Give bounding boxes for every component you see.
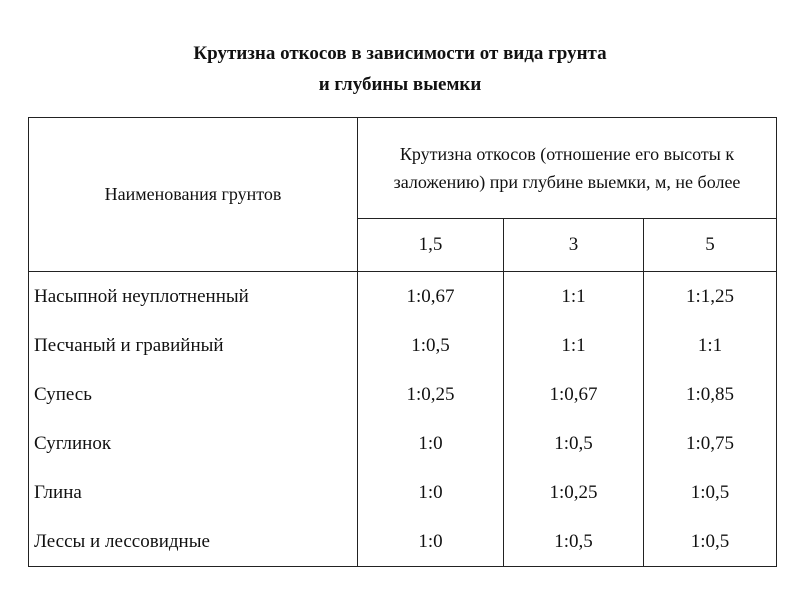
- title-line-2: и глубины выемки: [318, 74, 482, 95]
- slope-value-cell: 1:1: [504, 321, 644, 370]
- slope-value-cell: 1:0: [358, 517, 504, 567]
- document-title: [0, 38, 800, 100]
- slope-value-cell: 1:1: [644, 321, 777, 370]
- depth-header-2: 3: [504, 219, 644, 272]
- slope-group-header: Крутизна откосов (отношение его высоты к заложению) при глубине выемки, м, не более: [358, 118, 777, 219]
- slope-value-cell: 1:0,75: [644, 419, 777, 468]
- table-row: [29, 321, 777, 370]
- slope-value-cell: 1:0,67: [504, 370, 644, 419]
- slope-value-cell: 1:0: [358, 419, 504, 468]
- slope-value-cell: 1:0,5: [504, 419, 644, 468]
- slope-value-cell: 1:1,25: [644, 272, 777, 322]
- slope-value-cell: 1:0,5: [644, 517, 777, 567]
- table-row: [29, 272, 777, 322]
- soil-name-cell: Глина: [29, 468, 358, 517]
- slope-value-cell: 1:1: [504, 272, 644, 322]
- slope-table: [28, 117, 777, 567]
- table-row: [29, 468, 777, 517]
- depth-header-3: 5: [644, 219, 777, 272]
- soil-name-cell: Суглинок: [29, 419, 358, 468]
- slope-value-cell: 1:0,25: [358, 370, 504, 419]
- slope-value-cell: 1:0: [358, 468, 504, 517]
- soil-name-cell: Лессы и лессовидные: [29, 517, 358, 567]
- slope-value-cell: 1:0,85: [644, 370, 777, 419]
- table-row: [29, 517, 777, 567]
- soil-name-cell: Супесь: [29, 370, 358, 419]
- slope-value-cell: 1:0,25: [504, 468, 644, 517]
- soil-name-cell: Насыпной неуплотненный: [29, 272, 358, 322]
- soil-name-cell: Песчаный и гравийный: [29, 321, 358, 370]
- slope-value-cell: 1:0,5: [504, 517, 644, 567]
- title-line-1: Крутизна откосов в зависимости от вида грунта: [193, 43, 607, 64]
- slope-value-cell: 1:0,5: [644, 468, 777, 517]
- slope-value-cell: 1:0,67: [358, 272, 504, 322]
- depth-header-1: 1,5: [358, 219, 504, 272]
- header-row: [29, 118, 777, 219]
- soil-name-header: Наименования грунтов: [29, 118, 358, 272]
- slope-value-cell: 1:0,5: [358, 321, 504, 370]
- table-row: [29, 419, 777, 468]
- table-row: [29, 370, 777, 419]
